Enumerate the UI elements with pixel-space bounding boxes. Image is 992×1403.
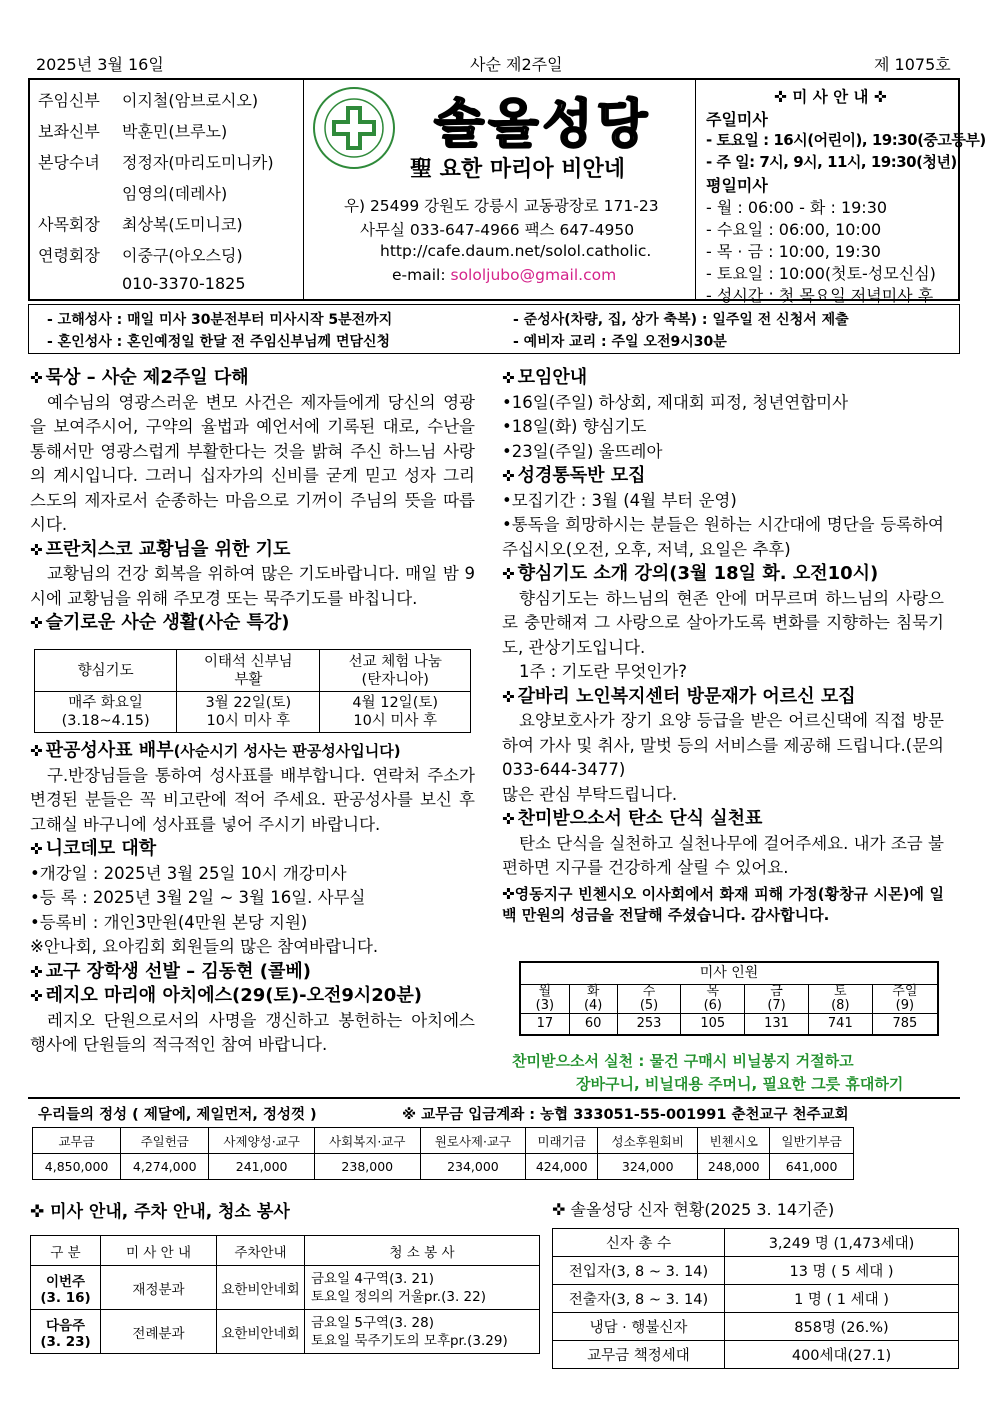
attendance-count: 785: [872, 1013, 938, 1035]
bullet-icon: ✜: [30, 1202, 51, 1222]
attendance-day: 월 (3): [520, 984, 569, 1013]
section-title: ✜ 묵상 – 사순 제2주일 다해: [30, 367, 249, 388]
liturgical-season: 사순 제2주일: [470, 55, 563, 74]
staff-row: 주임신부 이지철(암브로시오): [38, 91, 259, 110]
table-cell: 이태석 신부님 부활: [177, 650, 320, 692]
mass-time: - 성시간 : 첫 목요일 저녁미사 후: [706, 286, 934, 305]
bullet-icon: ✜: [502, 687, 515, 706]
confession-card-text: 구.반장님들을 통하여 성사표를 배부합니다. 연락처 주소가 변경된 분들은 꼭 비고란에 적어 주세요. 판공성사를 보신 후 고해실 바구니에 성사표를 넣어 주시기 바랍니다.: [30, 765, 475, 834]
table-cell: 선교 체험 나눔 (탄자니아): [320, 650, 471, 692]
notice-item: - 예비자 교리 : 주일 오전9시30분: [513, 334, 727, 350]
church-seal-logo: [312, 86, 396, 170]
offering-header: 원로사제·교구: [420, 1128, 526, 1154]
mass-time: - 토요일 : 16시(어린이), 19:30(중고등부): [706, 131, 986, 149]
section-title: ✜ 향심기도 소개 강의(3월 18일 화. 오전10시): [502, 563, 879, 584]
table-cell: 1 명 ( 1 세대 ): [725, 1285, 959, 1313]
table-cell: 전출자(3, 8 ~ 3. 14): [553, 1285, 725, 1313]
table-cell: 4월 12일(토) 10시 미사 후: [320, 692, 471, 733]
members-title: ✜ 솔올성당 신자 현황(2025 3. 14기준): [552, 1200, 835, 1219]
table-cell: 전입자(3, 8 ~ 3. 14): [553, 1257, 725, 1285]
service-table: [30, 1235, 540, 1354]
bullet-icon: ✜: [30, 540, 43, 559]
list-item: •모집기간 : 3월 (4월 부터 운영): [502, 490, 737, 510]
table-cell: 다음주 (3. 23): [31, 1310, 101, 1354]
left-column: [30, 366, 475, 636]
table-header: 미 사 안 내: [101, 1236, 217, 1266]
meditation-text: 예수님의 영광스러운 변모 사건은 제자들에게 당신의 영광을 보여주시어, 구약의 율법과 예언서에 기록된 대로, 수난을 통해서만 영광스럽게 부활한다는 것을 밝혀 주신 하느님 사랑의 계시입니다. 그러니 십자가의 신비를 굳게 믿고 성자 그리스도의 제자로서 순종하는 마음으로 기꺼이 주님의 뜻을 따릅시다.: [30, 392, 475, 534]
bullet-icon: ✜: [502, 467, 515, 485]
offering-header: 성소후원회비: [598, 1128, 698, 1154]
attendance-count: 105: [681, 1013, 745, 1035]
pope-prayer-text: 교황님의 건강 회복을 위하여 많은 기도바랍니다. 매일 밤 9시에 교황님을 위해 주모경 또는 묵주기도를 바칩니다.: [30, 564, 475, 608]
list-item: •23일(주일) 울뜨레아: [502, 441, 663, 461]
table-cell: 교무금 책정세대: [553, 1341, 725, 1369]
offering-value: 248,000: [698, 1154, 770, 1180]
table-cell: 금요일 4구역(3. 21) 토요일 정의의 거울pr.(3. 22): [305, 1266, 540, 1310]
service-title: ✜ 미사 안내, 주차 안내, 청소 봉사: [30, 1202, 290, 1222]
church-info: [304, 80, 696, 299]
table-cell: 858명 (26.%): [725, 1313, 959, 1341]
section-title: ✜ 교구 장학생 선발 – 김동현 (콜베): [30, 960, 312, 982]
staff-row: 사목회장 최상복(도미니코): [38, 215, 243, 234]
date: 2025년 3월 16일: [36, 55, 164, 74]
table-header: 구 분: [31, 1236, 101, 1266]
green-practice-line1: 찬미받으소서 실천 : 물건 구매시 비닐봉지 거절하고: [512, 1052, 854, 1070]
website-link[interactable]: http://cafe.daum.net/solol.catholic.: [380, 242, 652, 260]
section-title: ✜ 갈바리 노인복지센터 방문재가 어르신 모집: [502, 685, 856, 707]
attendance-count: 60: [569, 1013, 617, 1035]
offering-value: 4,850,000: [33, 1154, 121, 1180]
offering-value: 324,000: [598, 1154, 698, 1180]
list-item: •18일(화) 향심기도: [502, 417, 647, 436]
attendance-title: 미사 인원: [520, 962, 938, 984]
bullet-icon: ✜: [30, 742, 43, 760]
attendance-day: 금 (7): [745, 984, 809, 1013]
email-link[interactable]: sololjubo@gmail.com: [450, 266, 617, 284]
calvary-text: 요양보호사가 장기 요양 등급을 받은 어르신댁에 직접 방문하여 가사 및 취사, 말벗 등의 서비스를 제공해 드립니다.(문의033-644-3477): [502, 711, 945, 779]
list-item: ※안나회, 요아킴회 회원들의 많은 참여바랍니다.: [30, 937, 379, 956]
green-practice-line2: 장바구니, 비닐대용 주머니, 필요한 그릇 휴대하기: [576, 1075, 904, 1093]
attendance-count: 741: [808, 1013, 872, 1035]
bullet-icon: ✜: [502, 884, 515, 903]
table-cell: 전례분과: [101, 1310, 217, 1354]
table-cell: 3월 22일(토) 10시 미사 후: [177, 692, 320, 733]
weekday-mass-title: 평일미사: [706, 176, 768, 195]
attendance-count: 17: [520, 1013, 569, 1035]
table-cell: 신자 총 수: [553, 1229, 725, 1257]
attendance-day: 주일 (9): [872, 984, 938, 1013]
staff-row: 보좌신부 박훈민(브루노): [38, 122, 228, 141]
church-name: 솔올성당: [434, 95, 651, 155]
vincent-thanks: ✜영동지구 빈첸시오 이사회에서 화재 피해 가정(황창규 시몬)에 일백 만원의 성금을 전달해 주셨습니다. 감사합니다.: [502, 884, 944, 924]
offering-value: 234,000: [420, 1154, 526, 1180]
section-title: ✜ 찬미받으소서 탄소 단식 실천표: [502, 808, 763, 829]
list-item: •등록비 : 개인3만원(4만원 본당 지원): [30, 912, 308, 932]
notice-item: - 고해성사 : 매일 미사 30분전부터 미사시작 5분전까지: [47, 312, 393, 328]
table-cell: 냉담 · 행불신자: [553, 1313, 725, 1341]
attendance-day: 토 (8): [808, 984, 872, 1013]
offering-header: 미래기금: [526, 1128, 598, 1154]
section-title: ✜ 성경통독반 모집: [502, 465, 646, 486]
staff-row: 임영의(데레사): [122, 184, 228, 203]
table-header: 주차안내: [217, 1236, 305, 1266]
table-cell: 향심기도: [35, 650, 177, 692]
section-title: ✜ 모임안내: [502, 367, 588, 388]
members-table: [552, 1228, 959, 1369]
mass-time: - 수요일 : 06:00, 10:00: [706, 220, 882, 239]
mass-schedule-title: ✜ 미 사 안 내 ✜: [774, 88, 887, 106]
centering-prayer-text: 향심기도는 하느님의 현존 안에 머무르며 하느님의 사랑으로 충만해져 그 사랑으로 살아가도록 변화를 지향하는 침묵기도, 관상기도입니다.: [502, 588, 944, 657]
table-cell: 매주 화요일 (3.18~4.15): [35, 692, 177, 733]
left-column-lower: [30, 739, 475, 1058]
attendance-count: 131: [745, 1013, 809, 1035]
bullet-icon: ✜: [30, 840, 43, 858]
bullet-icon: ✜: [30, 962, 43, 981]
mass-time: - 목 · 금 : 10:00, 19:30: [706, 242, 881, 261]
lent-lecture-table: [34, 649, 471, 733]
offering-header: 주일헌금: [121, 1128, 209, 1154]
bullet-icon: ✜: [502, 369, 515, 387]
staff-row: 연령회장 이중구(아오스딩): [38, 246, 243, 265]
staff-row: 010-3370-1825: [122, 274, 246, 293]
mass-time: - 주 일: 7시, 9시, 11시, 19:30(청년): [706, 153, 957, 171]
mass-attendance-table: [519, 961, 939, 1036]
bullet-icon: ✜: [502, 565, 515, 583]
bullet-icon: ✜: [30, 369, 43, 387]
mass-time: - 토요일 : 10:00(첫토-성모신심): [706, 264, 936, 283]
notice-item: - 준성사(차량, 집, 상가 축복) : 일주일 전 신청서 제출: [513, 312, 849, 328]
address: 우) 25499 강원도 강릉시 교동광장로 171-23: [344, 197, 659, 215]
mass-schedule: [696, 80, 986, 305]
table-cell: 요한비안네회: [217, 1266, 305, 1310]
issue-number: 제 1075호: [874, 55, 951, 74]
carbon-fast-text: 탄소 단식을 실천하고 실천나무에 걸어주세요. 내가 조금 불편하면 지구를 건강하게 살릴 수 있어요.: [502, 833, 944, 877]
table-cell: 400세대(27.1): [725, 1341, 959, 1369]
mass-time: - 월 : 06:00 - 화 : 19:30: [706, 198, 888, 217]
right-column: [502, 366, 944, 926]
table-cell: 금요일 5구역(3. 28) 토요일 묵주기도의 모후pr.(3.29): [305, 1310, 540, 1354]
table-cell: 3,249 명 (1,473세대): [725, 1229, 959, 1257]
bullet-icon: ✜: [502, 810, 515, 828]
offering-header: 교무금: [33, 1128, 121, 1154]
offering-header: 사제양성·교구: [209, 1128, 315, 1154]
offering-value: 4,274,000: [121, 1154, 209, 1180]
masthead-line: [28, 52, 960, 76]
bullet-icon: ✜: [30, 987, 43, 1005]
offering-header: 일반기부금: [770, 1128, 854, 1154]
offering-value: 241,000: [209, 1154, 315, 1180]
offering-header: 사회복지·교구: [314, 1128, 420, 1154]
church-patron: 聖 요한 마리아 비안네: [410, 157, 625, 182]
offering-value: 238,000: [314, 1154, 420, 1180]
legio-text: 레지오 단원으로서의 사명을 갱신하고 봉헌하는 아치에스 행사에 단원들의 적극적인 참여 바랍니다.: [30, 1010, 475, 1054]
section-title: ✜ 레지오 마리애 아치에스(29(토)-오전9시20분): [30, 985, 422, 1006]
staff-row: 본당수녀 정정자(마리도미니카): [38, 153, 274, 172]
list-item: •개강일 : 2025년 3월 25일 10시 개강미사: [30, 863, 347, 883]
phone-fax: 사무실 033-647-4966 팩스 647-4950: [360, 221, 635, 239]
sunday-mass-title: 주일미사: [706, 110, 768, 129]
attendance-day: 수 (5): [617, 984, 681, 1013]
section-title: ✜ 판공성사표 배부(사순시기 성사는 판공성사입니다): [30, 740, 401, 761]
table-header: 청 소 봉 사: [305, 1236, 540, 1266]
notice-item: - 혼인성사 : 혼인예정일 한달 전 주임신부님께 면담신청: [47, 334, 391, 350]
list-item: •등 록 : 2025년 3월 2일 ~ 3월 16일. 사무실: [30, 888, 366, 907]
list-item: •16일(주일) 하상회, 제대회 피정, 청년연합미사: [502, 392, 849, 412]
email-line: e-mail: sololjubo@gmail.com: [392, 266, 617, 284]
offering-header: 빈첸시오: [698, 1128, 770, 1154]
bullet-icon: ✜: [30, 614, 43, 632]
table-cell: 재정분과: [101, 1266, 217, 1310]
section-title: ✜ 슬기로운 사순 생활(사순 특강): [30, 612, 290, 633]
table-cell: 13 명 ( 5 세대 ): [725, 1257, 959, 1285]
attendance-day: 목 (6): [681, 984, 745, 1013]
staff-list: [30, 80, 304, 299]
sacrament-notice: [28, 304, 960, 354]
table-cell: 이번주 (3. 16): [31, 1266, 101, 1310]
attendance-count: 253: [617, 1013, 681, 1035]
list-item: •통독을 희망하시는 분들은 원하는 시간대에 명단을 등록하여 주십시오(오전, 오후, 저녁, 요일은 추후): [502, 515, 944, 559]
offering-table: [32, 1127, 854, 1180]
offering-title: 우리들의 정성 ( 제달에, 제일먼저, 정성껏 ): [38, 1107, 317, 1123]
offering-value: 424,000: [526, 1154, 598, 1180]
section-title: ✜ 프란치스코 교황님을 위한 기도: [30, 538, 291, 560]
calvary-tail: 많은 관심 부탁드립니다.: [502, 784, 678, 804]
lecture-week: 1주 : 기도란 무엇인가?: [519, 662, 688, 681]
divider: [28, 1097, 960, 1099]
section-title: ✜ 니코데모 대학: [30, 838, 157, 859]
attendance-day: 화 (4): [569, 984, 617, 1013]
offering-value: 641,000: [770, 1154, 854, 1180]
bulletin-header: [28, 78, 986, 305]
table-cell: 요한비안네회: [217, 1310, 305, 1354]
bullet-icon: ✜: [552, 1200, 571, 1219]
offering-account: ※ 교무금 입금계좌 : 농협 333051-55-001991 춘천교구 천주교회: [402, 1107, 849, 1123]
